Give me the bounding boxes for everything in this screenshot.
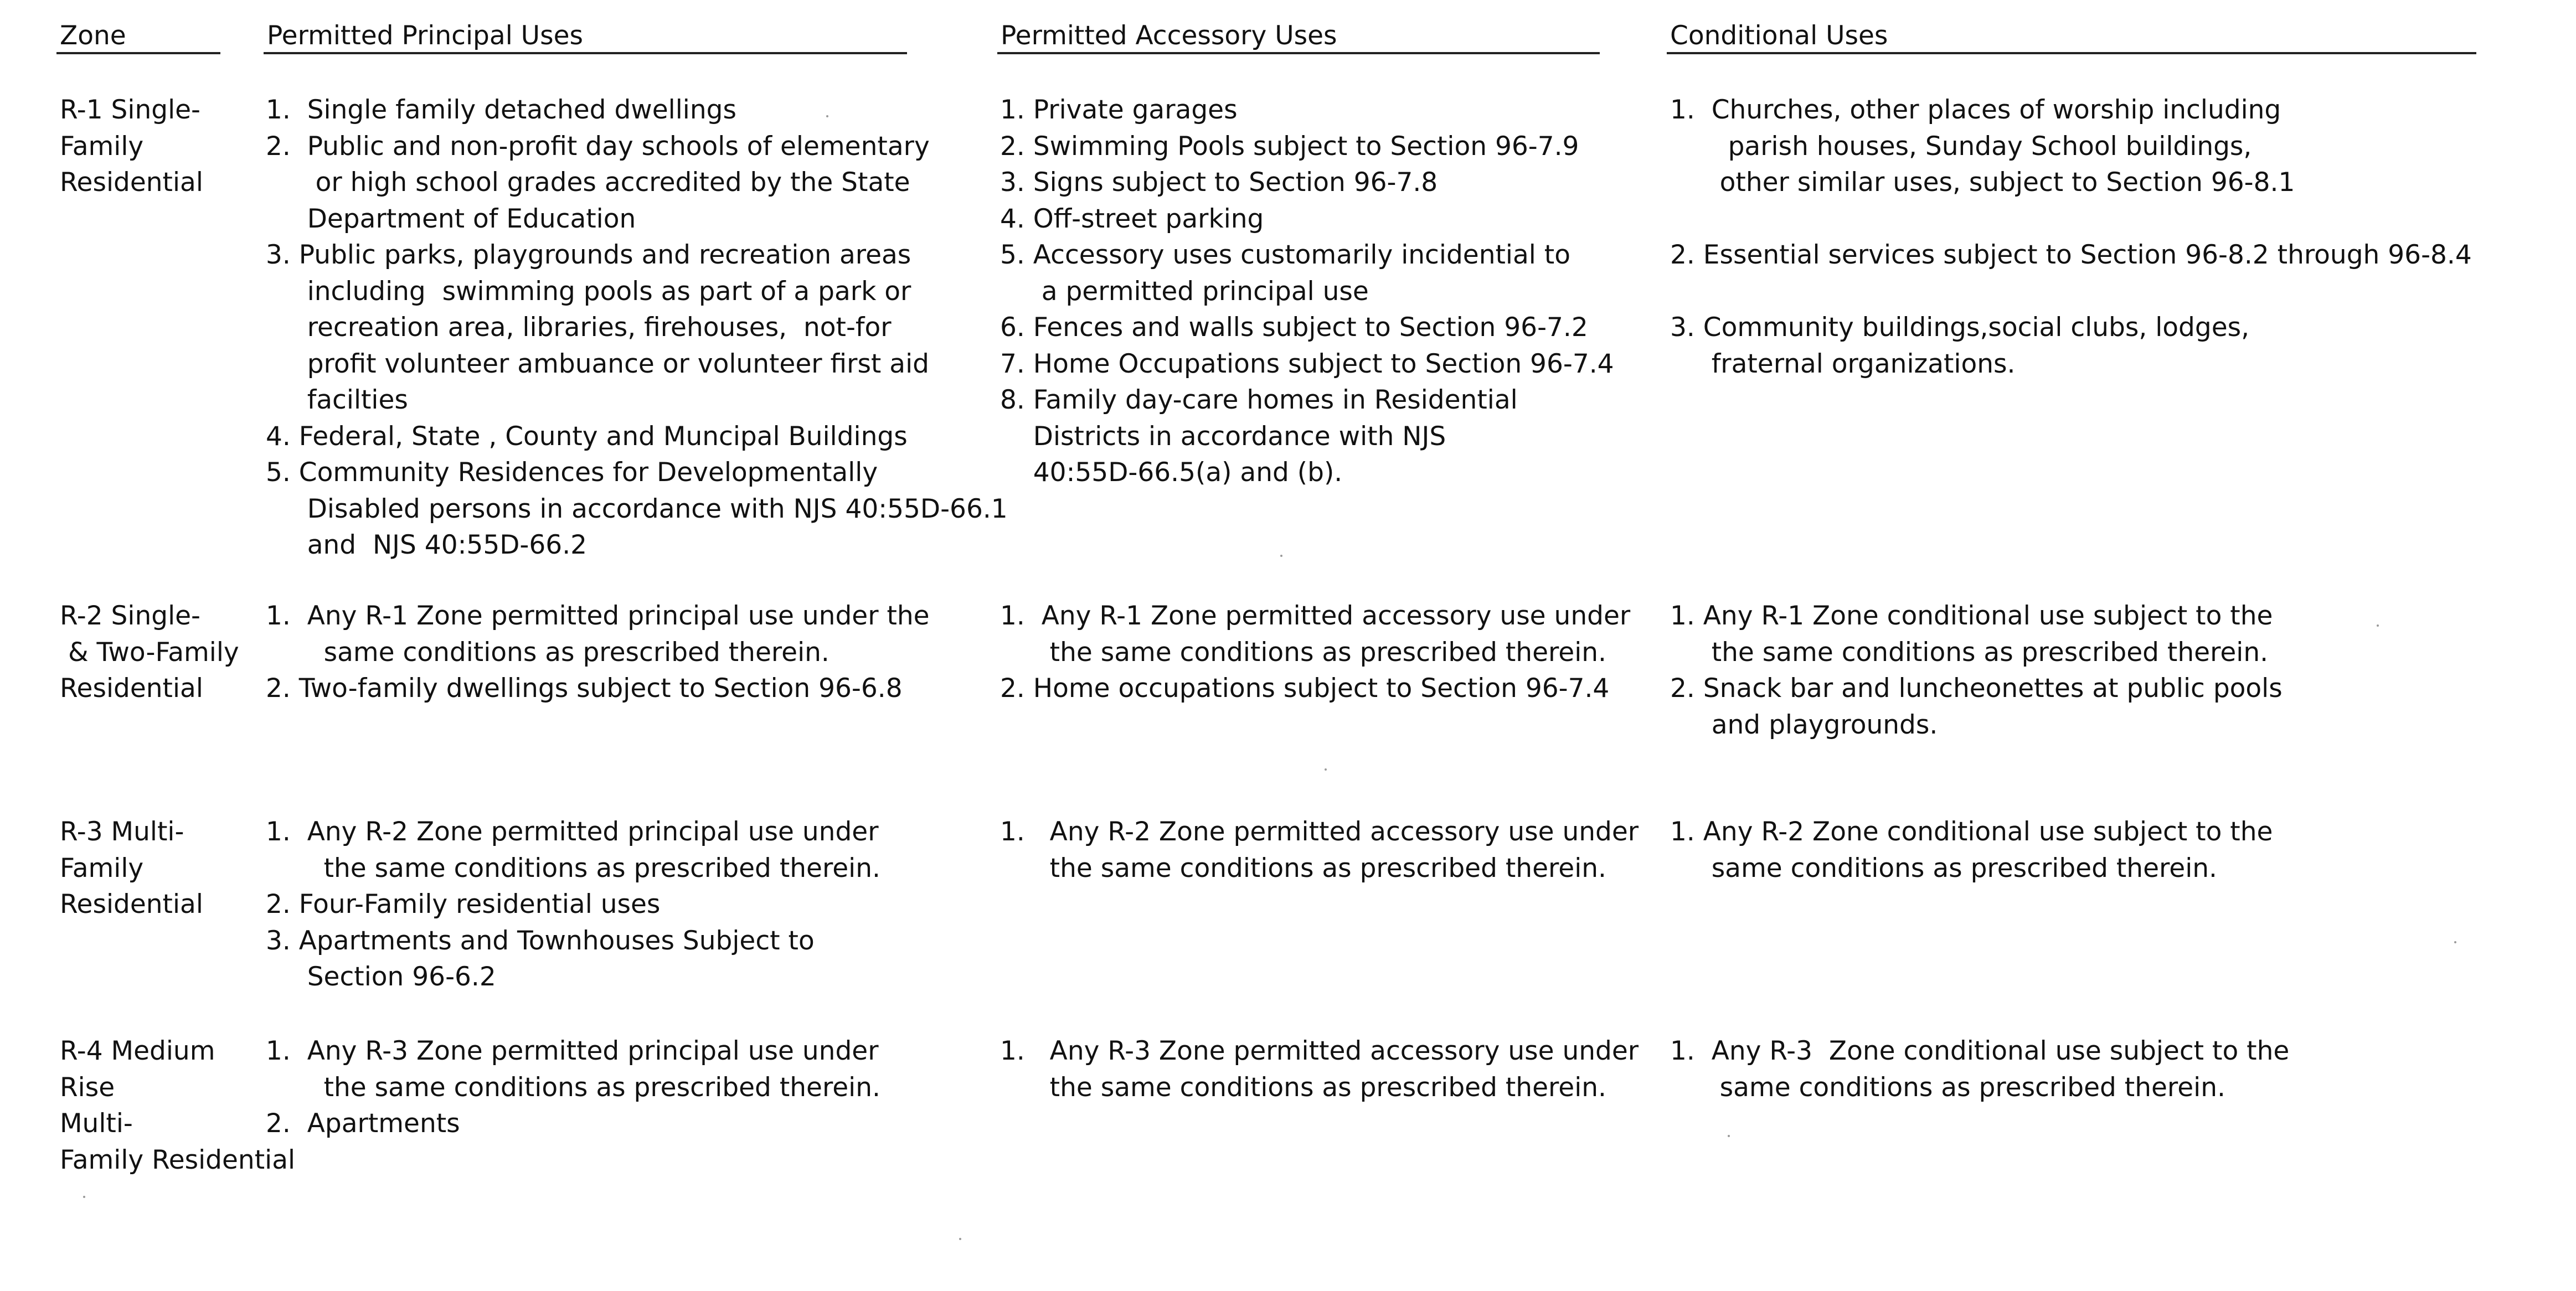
use-text-line	[1670, 201, 2472, 237]
use-text-line: 40:55D-66.5(a) and (b).	[1000, 457, 1343, 488]
zone-name-line: R-3 Multi-	[60, 817, 184, 847]
zone-name-line: Rise	[60, 1072, 115, 1103]
scan-speck	[1325, 768, 1327, 771]
use-text-line: 1. Churches, other places of worship including	[1670, 95, 2281, 125]
zone-name-line: R-4 Medium	[60, 1036, 215, 1066]
principal-cell	[266, 92, 1008, 564]
accessory-cell	[1000, 1033, 1639, 1106]
use-text-line: 2. Public and non-profit day schools of elementary	[266, 131, 930, 162]
use-text-line: 1. Any R-2 Zone permitted principal use under	[266, 817, 879, 847]
use-text-line: Department of Education	[266, 203, 636, 234]
use-text-line: other similar uses, subject to Section 96-8.1	[1670, 167, 2295, 198]
accessory-uses-column-header	[997, 20, 1600, 54]
use-text-line: 3. Signs subject to Section 96-7.8	[1000, 167, 1438, 198]
principal-uses-column-header	[264, 20, 907, 54]
use-text-line: the same conditions as prescribed therein.	[1000, 637, 1606, 668]
use-text-line: and playgrounds.	[1670, 709, 1938, 740]
accessory-cell	[1000, 598, 1630, 707]
use-text-line: including swimming pools as part of a park or	[266, 276, 911, 307]
use-text-line: 1. Any R-3 Zone permitted principal use under	[266, 1036, 879, 1066]
use-text-line: 1. Any R-2 Zone permitted accessory use under	[1000, 817, 1639, 847]
use-text-line: 2. Essential services subject to Section 96-8.2 through 96-8.4	[1670, 240, 2472, 270]
use-text-line: 1. Private garages	[1000, 95, 1238, 125]
conditional-uses-column-header	[1667, 20, 2476, 54]
use-text-line: facilties	[266, 385, 408, 415]
accessory-cell	[1000, 92, 1614, 491]
conditional-cell	[1670, 92, 2472, 382]
use-text-line: 1. Single family detached dwellings	[266, 95, 736, 125]
use-text-line: same conditions as prescribed therein.	[1670, 1072, 2225, 1103]
scan-speck	[826, 115, 828, 117]
use-text-line: 2. Four-Family residential uses	[266, 889, 661, 920]
zone-name-line: & Two-Family	[60, 637, 239, 668]
principal-cell	[266, 814, 880, 995]
accessory-cell	[1000, 814, 1639, 886]
zone-name-line: R-1 Single-	[60, 95, 201, 125]
zone-cell	[60, 1033, 295, 1178]
scan-speck	[959, 1238, 961, 1240]
use-text-line: 5. Community Residences for Developmentally	[266, 457, 878, 488]
use-text-line: 1. Any R-2 Zone conditional use subject to the	[1670, 817, 2273, 847]
use-text-line: a permitted principal use	[1000, 276, 1369, 307]
use-text-line: or high school grades accredited by the State	[266, 167, 910, 198]
use-text-line: Districts in accordance with NJS	[1000, 421, 1446, 452]
zone-name-line: Residential	[60, 167, 203, 198]
use-text-line: and NJS 40:55D-66.2	[266, 530, 588, 560]
use-text-line: 1. Any R-1 Zone permitted principal use under the	[266, 601, 930, 631]
use-text-line: 8. Family day-care homes in Residential	[1000, 385, 1518, 415]
use-text-line: parish houses, Sunday School buildings,	[1670, 131, 2252, 162]
use-text-line: 4. Federal, State , County and Muncipal Buildings	[266, 421, 908, 452]
accessory-header-label: Permitted Accessory Uses	[1001, 20, 1337, 51]
conditional-cell	[1670, 598, 2283, 743]
zone-cell	[60, 598, 239, 707]
zone-header-label: Zone	[60, 20, 126, 51]
use-text-line: fraternal organizations.	[1670, 348, 2016, 379]
zone-name-line: Residential	[60, 673, 203, 704]
principal-cell	[266, 1033, 880, 1142]
use-text-line: 1. Any R-3 Zone conditional use subject to the	[1670, 1036, 2290, 1066]
conditional-cell	[1670, 814, 2273, 886]
zone-cell	[60, 92, 203, 201]
zone-name-line: Family	[60, 131, 144, 162]
use-text-line: 2. Snack bar and luncheonettes at public pools	[1670, 673, 2283, 704]
scan-speck	[1280, 555, 1282, 557]
scan-speck	[2454, 941, 2456, 943]
scan-speck	[83, 1196, 85, 1198]
zone-cell	[60, 814, 203, 923]
use-text-line: 3. Apartments and Townhouses Subject to	[266, 925, 815, 956]
zone-name-line: Family Residential	[60, 1144, 296, 1175]
use-text-line: 1. Any R-1 Zone conditional use subject to the	[1670, 601, 2273, 631]
use-text-line: 2. Two-family dwellings subject to Section 96-6.8	[266, 673, 903, 704]
conditional-cell	[1670, 1033, 2289, 1106]
use-text-line: 1. Any R-3 Zone permitted accessory use under	[1000, 1036, 1639, 1066]
use-text-line: 5. Accessory uses customarily incidential to	[1000, 240, 1570, 270]
use-text-line: recreation area, libraries, firehouses, not-for	[266, 312, 892, 343]
zone-name-line: Family	[60, 853, 144, 884]
zone-column-header	[56, 20, 220, 54]
use-text-line: 3. Community buildings,social clubs, lodges,	[1670, 312, 2250, 343]
zone-name-line: R-2 Single-	[60, 601, 201, 631]
principal-header-label: Permitted Principal Uses	[267, 20, 583, 51]
use-text-line: 3. Public parks, playgrounds and recreation areas	[266, 240, 911, 270]
use-text-line: 7. Home Occupations subject to Section 96-7.4	[1000, 348, 1614, 379]
use-text-line: the same conditions as prescribed therein.	[1670, 637, 2269, 668]
scan-speck	[2377, 624, 2379, 627]
use-text-line: the same conditions as prescribed therein.	[1000, 1072, 1606, 1103]
use-text-line: 4. Off-street parking	[1000, 203, 1264, 234]
use-text-line: 1. Any R-1 Zone permitted accessory use under	[1000, 601, 1631, 631]
conditional-header-label: Conditional Uses	[1670, 20, 1888, 51]
use-text-line: profit volunteer ambuance or volunteer first aid	[266, 348, 929, 379]
use-text-line: 2. Home occupations subject to Section 96-7.4	[1000, 673, 1610, 704]
use-text-line: the same conditions as prescribed therein.	[266, 853, 880, 884]
use-text-line: 2. Swimming Pools subject to Section 96-7.9	[1000, 131, 1579, 162]
use-text-line: same conditions as prescribed therein.	[1670, 853, 2217, 884]
use-text-line: the same conditions as prescribed therein.	[1000, 853, 1606, 884]
use-text-line: 6. Fences and walls subject to Section 96-7.2	[1000, 312, 1588, 343]
use-text-line: Disabled persons in accordance with NJS 40:55D-66.1	[266, 493, 1008, 524]
scan-speck	[1728, 1135, 1730, 1137]
use-text-line: same conditions as prescribed therein.	[266, 637, 830, 668]
use-text-line: Section 96-6.2	[266, 962, 496, 992]
zone-name-line: Multi-	[60, 1108, 133, 1139]
use-text-line: the same conditions as prescribed therein.	[266, 1072, 880, 1103]
use-text-line: 2. Apartments	[266, 1108, 460, 1139]
principal-cell	[266, 598, 930, 707]
zone-name-line: Residential	[60, 889, 203, 920]
use-text-line	[1670, 273, 2472, 310]
